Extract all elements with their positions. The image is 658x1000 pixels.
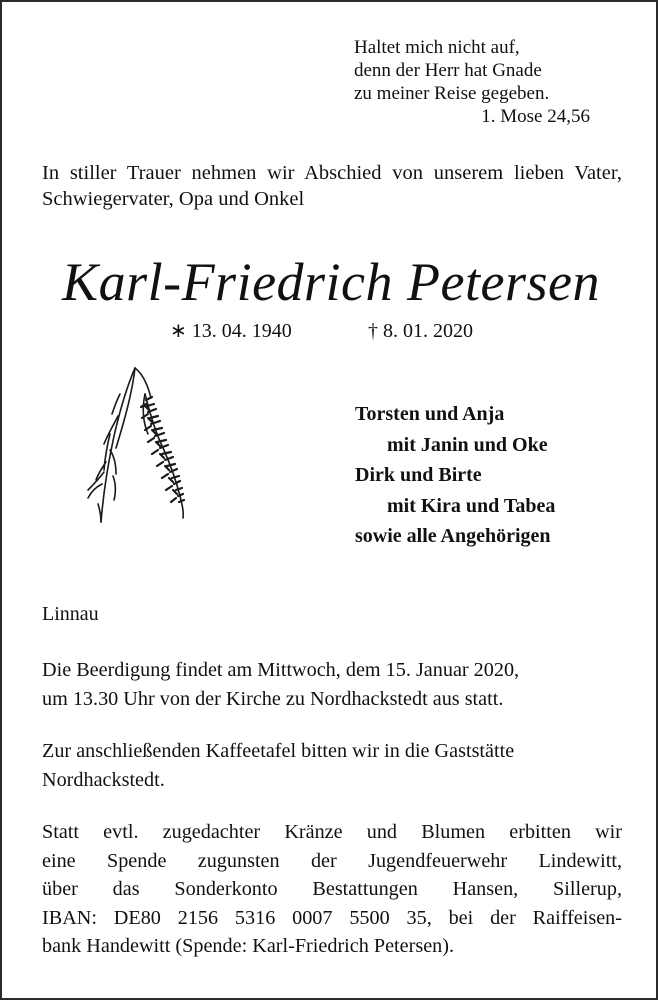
intro-text: In stiller Trauer nehmen wir Abschied von unserem lieben Vater, Schwiegervater, Opa und Onkel <box>42 162 622 210</box>
paragraph-line: Nordhackstedt. <box>42 768 165 791</box>
mourner-line: sowie alle Angehörigen <box>355 525 551 547</box>
paragraph-line: Zur anschließenden Kaffeetafel bitten wir in die Gaststätte <box>42 740 515 762</box>
mourner-line: Dirk und Birte <box>355 464 482 486</box>
funeral-paragraph <box>42 656 622 713</box>
grass-ear-icon <box>80 364 198 526</box>
paragraph-line: über das Sonderkonto Bestattungen Hansen, Sillerup, <box>42 878 622 900</box>
paragraph-line: um 13.30 Uhr von der Kirche zu Nordhackstedt aus statt. <box>42 687 504 710</box>
mourner-line: mit Janin und Oke <box>387 433 548 456</box>
deceased-name: Karl-Friedrich Petersen <box>62 252 600 312</box>
mourner-line: Torsten und Anja <box>355 403 505 425</box>
mourner-line: mit Kira und Tabea <box>387 494 556 517</box>
mourners-list <box>355 399 625 552</box>
verse-line: denn der Herr hat Gnade <box>354 60 542 81</box>
birth-date: ∗ 13. 04. 1940 <box>170 320 292 342</box>
verse-reference: 1. Mose 24,56 <box>481 106 590 127</box>
paragraph-line: Statt evtl. zugedachter Kränze und Blumen erbitten wir <box>42 821 622 843</box>
paragraph-line: Die Beerdigung findet am Mittwoch, dem 15. Januar 2020, <box>42 659 520 681</box>
paragraph-line: IBAN: DE80 2156 5316 0007 5500 35, bei der Raiffeisen- <box>42 906 622 929</box>
paragraph-line: eine Spende zugunsten der Jugendfeuerwehr Lindewitt, <box>42 849 622 872</box>
donation-paragraph <box>42 818 622 961</box>
coffee-paragraph <box>42 737 622 794</box>
bible-verse <box>354 36 604 128</box>
verse-line: zu meiner Reise gegeben. <box>354 83 550 104</box>
verse-line: Haltet mich nicht auf, <box>354 37 520 58</box>
paragraph-line: bank Handewitt (Spende: Karl-Friedrich Petersen). <box>42 935 455 957</box>
death-date: † 8. 01. 2020 <box>368 320 473 342</box>
place-name: Linnau <box>42 603 99 625</box>
